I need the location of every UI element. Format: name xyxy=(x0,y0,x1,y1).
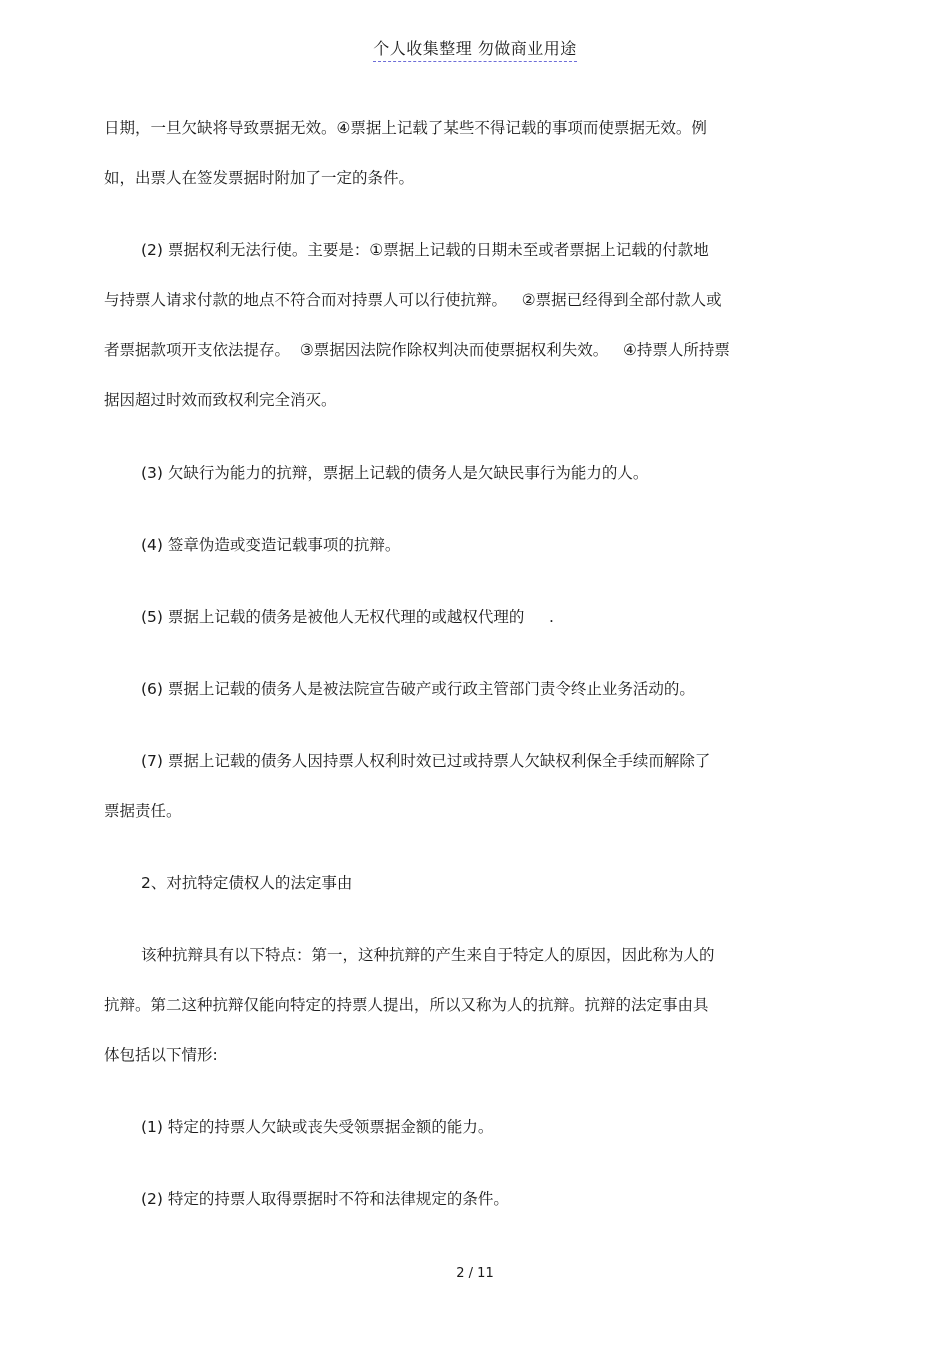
text-line: (1) 特定的持票人欠缺或丧失受领票据金额的能力。 xyxy=(141,1118,494,1136)
text-line: 如，出票人在签发票据时附加了一定的条件。 xyxy=(104,169,415,187)
text-line: 日期，一旦欠缺将导致票据无效。④票据上记载了某些不得记载的事项而使票据无效。例 xyxy=(104,119,707,137)
text-line: (6) 票据上记载的债务人是被法院宣告破产或行政主管部门责令终止业务活动的。 xyxy=(141,680,695,698)
text-line: (3) 欠缺行为能力的抗辩，票据上记载的债务人是欠缺民事行为能力的人。 xyxy=(141,464,649,482)
page-number: 2 / 11 xyxy=(456,1266,494,1281)
section-heading: 2、对抗特定债权人的法定事由 xyxy=(141,874,353,892)
text-line: 者票据款项开支依法提存。 ③票据因法院作除权判决而使票据权利失效。 ④持票人所持票 xyxy=(104,341,730,359)
page-footer xyxy=(0,1265,950,1283)
text-line: (4) 签章伪造或变造记载事项的抗辩。 xyxy=(141,536,401,554)
text-line: (2) 票据权利无法行使。主要是：①票据上记载的日期未至或者票据上记载的付款地 xyxy=(141,241,709,259)
header-text: 个人收集整理 勿做商业用途 xyxy=(373,39,577,62)
text-line: 据因超过时效而致权利完全消灭。 xyxy=(104,391,337,409)
text-line: 抗辩。第二这种抗辩仅能向特定的持票人提出，所以又称为人的抗辩。抗辩的法定事由具 xyxy=(104,996,709,1014)
text-line: 体包括以下情形: xyxy=(104,1046,218,1064)
text-line: (7) 票据上记载的债务人因持票人权利时效已过或持票人欠缺权利保全手续而解除了 xyxy=(141,752,711,770)
text-line: 票据责任。 xyxy=(104,802,182,820)
page-header xyxy=(0,38,950,60)
text-line: (5) 票据上记载的债务是被他人无权代理的或越权代理的 . xyxy=(141,608,554,626)
text-line: (2) 特定的持票人取得票据时不符和法律规定的条件。 xyxy=(141,1190,509,1208)
text-line: 与持票人请求付款的地点不符合而对持票人可以行使抗辩。 ②票据已经得到全部付款人或 xyxy=(104,291,722,309)
text-line: 该种抗辩具有以下特点：第一，这种抗辩的产生来自于特定人的原因，因此称为人的 xyxy=(141,946,715,964)
